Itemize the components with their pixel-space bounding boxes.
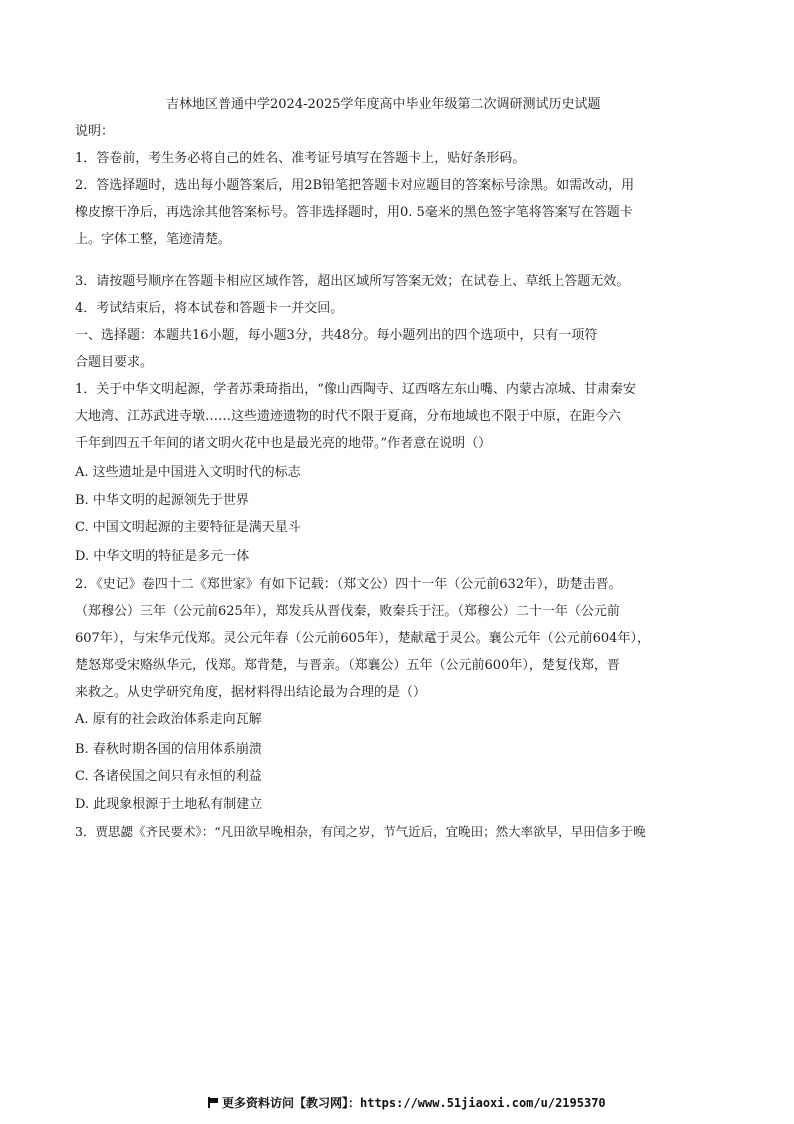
- text-line: 橡皮擦干净后，再选涂其他答案标号。答非选择题时，用0. 5毫米的黑色签字笔将答案写在答题卡: [75, 205, 633, 220]
- section-heading: 合题目要求。: [75, 355, 154, 370]
- text-line: 1．答卷前，考生务必将自己的姓名、准考证号填写在答题卡上，贴好条形码。: [75, 151, 526, 166]
- question-1: 1．关于中华文明起源，学者苏秉琦指出，“像山西陶寺、辽西喀左东山嘴、内蒙古凉城、甘肃秦安: [75, 382, 636, 397]
- option-a: A. 这些遗址是中国进入文明时代的标志: [75, 465, 301, 480]
- question-3: 3．贾思勰《齐民要术》：“凡田欲早晚相杂，有闰之岁，节气近后，宜晚田；然大率欲早，早田信多于晚: [75, 824, 646, 839]
- question-1: 大地湾、江苏武进寺墩……这些遗迹遗物的时代不限于夏商，分布地域也不限于中原，在距今六: [75, 409, 622, 424]
- option-a: A. 原有的社会政治体系走向瓦解: [75, 712, 262, 727]
- question-2: （郑穆公）三年（公元前625年），郑发兵从晋伐秦，败秦兵于汪。（郑穆公）二十一年（公元前: [75, 604, 620, 619]
- question-1: 千年到四五千年间的诸文明火花中也是最光亮的地带。”作者意在说明（）: [75, 436, 492, 451]
- option-b: B. 中华文明的起源领先于世界: [75, 493, 249, 508]
- question-2: 楚怒郑受宋赂纵华元，伐郑。郑背楚，与晋亲。（郑襄公）五年（公元前600年），楚复伐郑，晋: [75, 658, 620, 673]
- footer-link[interactable]: [208, 1096, 606, 1110]
- text-line: 2．答选择题时，选出每小题答案后，用2B铅笔把答题卡对应题目的答案标号涂黑。如需改动，用: [75, 178, 635, 193]
- option-b: B. 春秋时期各国的信用体系崩溃: [75, 742, 262, 757]
- flag-icon: [208, 1097, 218, 1108]
- option-d: D. 中华文明的特征是多元一体: [75, 549, 250, 564]
- document-title: 吉林地区普通中学2024-2025学年度高中毕业年级第二次调研测试历史试题: [166, 97, 601, 112]
- text-line: 上。字体工整，笔迹清楚。: [75, 232, 232, 247]
- option-d: D. 此现象根源于土地私有制建立: [75, 797, 263, 812]
- text-line: 3．请按题号顺序在答题卡相应区域作答，超出区域所写答案无效；在试卷上、草纸上答题无效。: [75, 274, 630, 289]
- option-c: C. 中国文明起源的主要特征是满天星斗: [75, 520, 301, 535]
- question-2: 607年），与宋华元伐郑。灵公元年春（公元前605年），楚献鼋于灵公。襄公元年（公元前604年），: [75, 631, 650, 646]
- text-line: 4．考试结束后，将本试卷和答题卡一并交回。: [75, 301, 344, 316]
- section-heading: 一、选择题：本题共16小题，每小题3分，共48分。每小题列出的四个选项中，只有一项符: [75, 328, 598, 343]
- option-c: C. 各诸侯国之间只有永恒的利益: [75, 769, 262, 784]
- note-heading: 说明：: [75, 124, 115, 139]
- footer-text: 更多资料访问【教习网】：https://www.51jiaoxi.com/u/2195370: [222, 1096, 606, 1110]
- question-2: 来救之。从史学研究角度，据材料得出结论最为合理的是（）: [75, 685, 427, 700]
- question-2: 2．《史记》卷四十二《郑世家》有如下记载：（郑文公）四十一年（公元前632年），助楚击晋。: [75, 577, 622, 592]
